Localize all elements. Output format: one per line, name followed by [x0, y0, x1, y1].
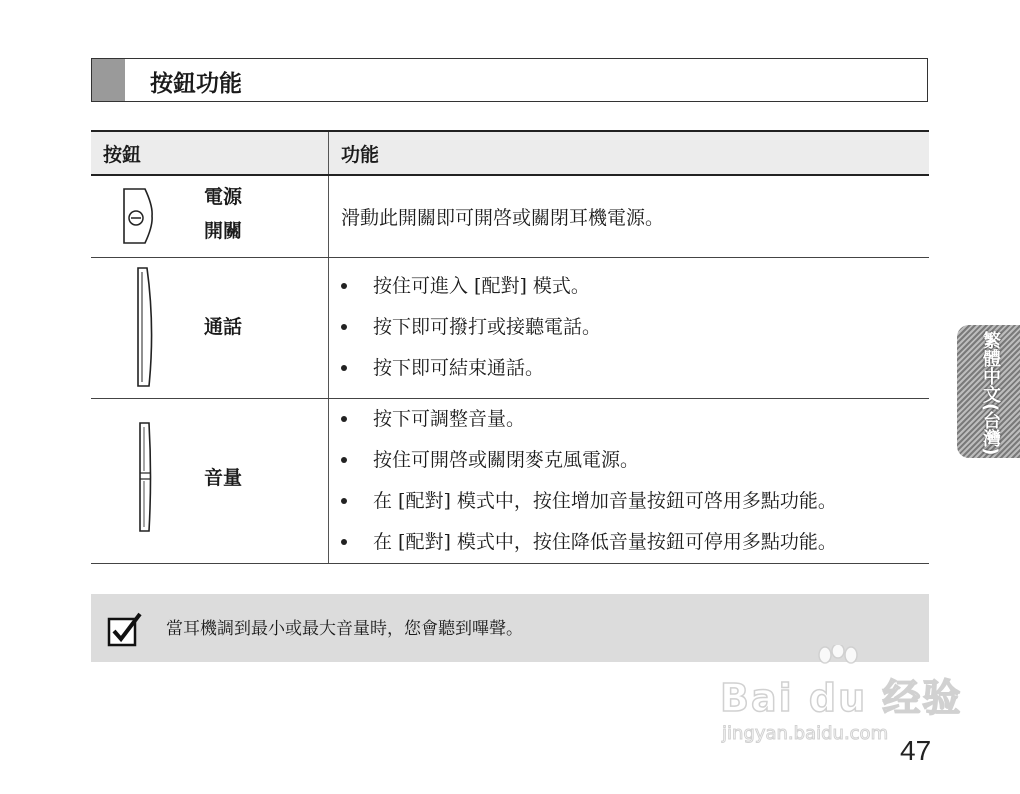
language-tab-label: 繁體中文(台灣): [980, 331, 1001, 456]
function-cell: [329, 175, 930, 257]
function-item: [329, 440, 929, 481]
table-header-row: [91, 131, 929, 175]
header-button: 按鈕: [91, 131, 329, 175]
note-text: 當耳機調到最小或最大音量時，您會聽到嗶聲。: [166, 619, 523, 639]
function-text: 在 [配對] 模式中，按住降低音量按鈕可停用多點功能。: [373, 530, 837, 553]
bullet-icon: [341, 416, 347, 422]
section-header: [91, 58, 928, 102]
bullet-icon: [341, 283, 347, 289]
power-switch-icon: [121, 186, 155, 246]
function-item: [329, 266, 929, 307]
button-cell-call: [91, 257, 329, 398]
function-text: 在 [配對] 模式中，按住增加音量按鈕可啓用多點功能。: [373, 489, 837, 512]
button-cell-power: [91, 175, 329, 257]
header-function: 功能: [329, 131, 930, 175]
function-item: [329, 307, 929, 348]
page-number: 47: [900, 735, 932, 766]
function-item: [329, 348, 929, 389]
function-text: 滑動此開關即可開啓或關閉耳機電源。: [341, 206, 665, 229]
checkbox-checked-icon: [107, 611, 143, 647]
button-label: [204, 180, 242, 248]
watermark-brand: Bai du 经验: [720, 676, 963, 720]
function-cell: [329, 257, 930, 398]
function-list: [329, 399, 929, 563]
function-text: 按下即可撥打或接聽電話。: [373, 316, 602, 338]
button-label-line: 電源: [204, 186, 243, 208]
section-title: 按鈕功能: [150, 71, 242, 97]
button-label-line: 通話: [204, 315, 243, 338]
button-label: [204, 310, 242, 344]
function-list: [329, 266, 929, 389]
function-text: 按住可進入 [配對] 模式。: [373, 275, 590, 297]
function-text: 按下可調整音量。: [373, 407, 526, 430]
button-label-line: 開關: [204, 220, 243, 242]
button-label: [204, 461, 242, 495]
bullet-icon: [341, 539, 347, 545]
bullet-icon: [341, 324, 347, 330]
function-text: 按下即可結束通話。: [373, 357, 545, 379]
button-function-table: [91, 130, 929, 564]
table-row: [91, 398, 929, 563]
table-row: [91, 175, 929, 257]
function-item: [329, 522, 929, 563]
call-button-icon: [135, 266, 157, 390]
function-text: 按住可開啓或關閉麥克風電源。: [373, 448, 640, 471]
function-item: [329, 481, 929, 522]
bullet-icon: [341, 498, 347, 504]
bullet-icon: [341, 365, 347, 371]
button-cell-volume: [91, 398, 329, 563]
function-item: [329, 399, 929, 440]
watermark-url: jingyan.baidu.com: [722, 723, 889, 744]
bullet-icon: [341, 457, 347, 463]
section-header-tab: [92, 59, 125, 101]
button-label-line: 音量: [204, 466, 243, 489]
function-cell: [329, 398, 930, 563]
language-side-tab: [957, 325, 1020, 458]
table-row: [91, 257, 929, 398]
volume-rocker-icon: [137, 421, 155, 533]
